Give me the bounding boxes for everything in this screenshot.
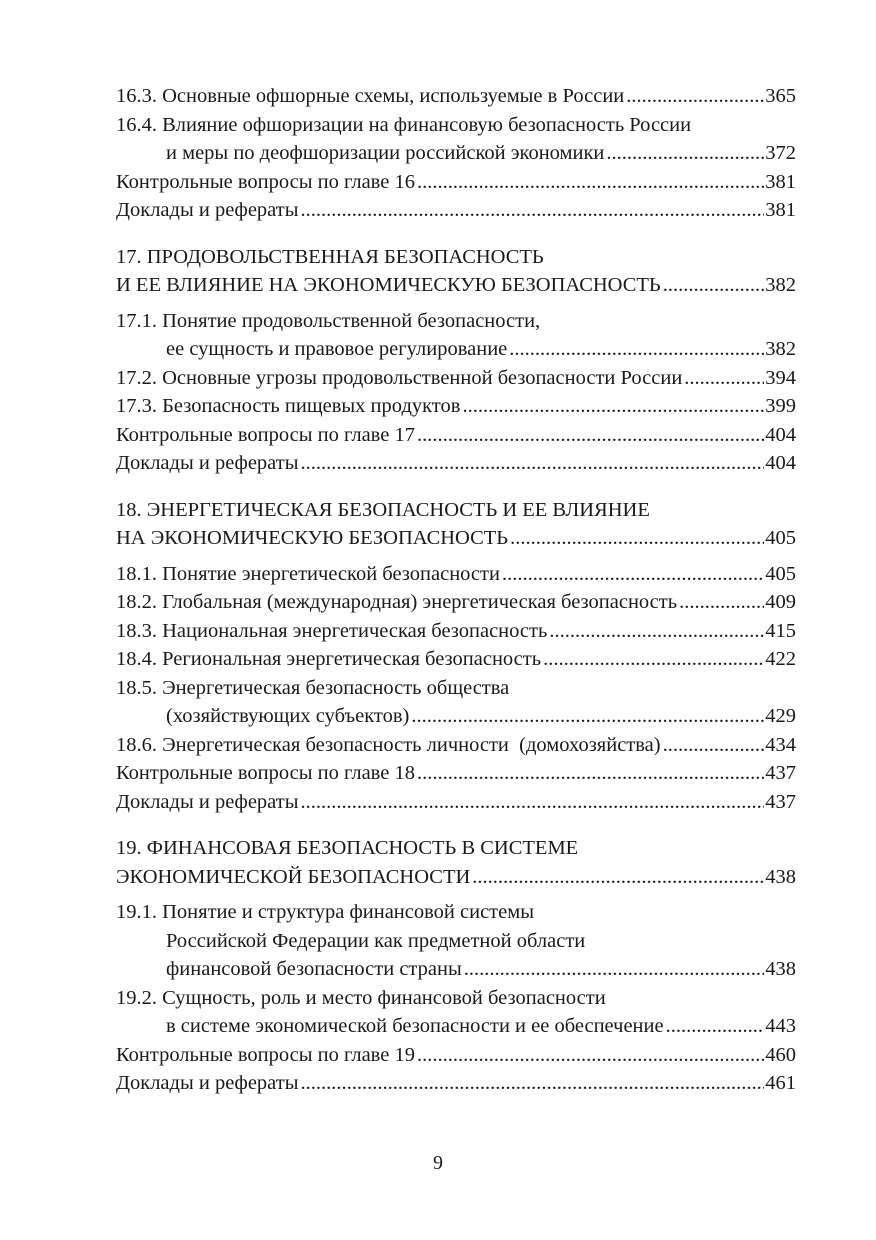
- toc-entry-title: Доклады и рефераты: [116, 790, 299, 813]
- leader-dots: [417, 1041, 764, 1070]
- toc-page-number: 438: [765, 865, 796, 888]
- toc-entry-title: Контрольные вопросы по главе 18: [116, 762, 415, 784]
- toc-page-number: 365: [765, 85, 796, 107]
- leader-dots: [510, 524, 764, 553]
- toc-entry-title: Контрольные вопросы по главе 16: [116, 170, 415, 193]
- leader-dots: [472, 863, 764, 892]
- toc-page-number: 460: [765, 1043, 796, 1066]
- toc-page-number: 394: [765, 366, 796, 389]
- toc-page-number: 437: [765, 790, 796, 813]
- toc-entry-16-4-cont: [116, 139, 796, 168]
- leader-dots: [666, 1012, 765, 1041]
- toc-page-number: 381: [765, 199, 796, 221]
- toc-entry-title: 18.5. Энергетическая безопасность общества: [116, 676, 510, 699]
- toc-entry-title: 19.1. Понятие и структура финансовой системы: [116, 901, 534, 923]
- toc-entry-17-3: [116, 392, 796, 421]
- toc-entry-title: 16.4. Влияние офшоризации на финансовую безопасность России: [116, 113, 692, 136]
- toc-page-number: 405: [765, 527, 796, 549]
- toc-entry-title: 18.3. Национальная энергетическая безопасность: [116, 619, 548, 642]
- leader-dots: [549, 617, 764, 646]
- toc-entry-19-1-cont: [116, 927, 796, 956]
- toc-page-number: 409: [765, 591, 796, 613]
- page-number: 9: [433, 1152, 443, 1174]
- toc-entry-questions-16: [116, 168, 796, 197]
- toc-entry-title: Доклады и рефераты: [116, 452, 299, 474]
- toc-entry-18-5: [116, 674, 796, 703]
- chapter-19-title-cont: [116, 863, 796, 892]
- toc-entry-17-1-cont: [116, 335, 796, 364]
- toc-entry-18-5-cont: [116, 702, 796, 731]
- toc-page-number: 437: [765, 762, 796, 784]
- toc-page-number: 382: [765, 274, 796, 296]
- toc-entry-17-2: [116, 364, 796, 393]
- toc-entry-title: и меры по деофшоризации российской экономики: [166, 142, 605, 164]
- leader-dots: [684, 364, 764, 393]
- toc-entry-18-4: [116, 645, 796, 674]
- toc-entry-title: Российской Федерации как предметной области: [166, 929, 586, 952]
- leader-dots: [462, 392, 764, 421]
- toc-entry-reports-16: [116, 196, 796, 225]
- toc-entry-title: ее сущность и правовое регулирование: [166, 338, 508, 360]
- toc-entry-questions-19: [116, 1041, 796, 1070]
- chapter-17-title-cont: [116, 271, 796, 300]
- toc-entry-title: финансовой безопасности страны: [166, 958, 462, 980]
- toc-entry-reports-17: [116, 449, 796, 478]
- toc-page-number: 429: [765, 705, 796, 727]
- toc-page-number: 372: [765, 142, 796, 164]
- toc-entry-title: 18.4. Региональная энергетическая безопасность: [116, 648, 542, 670]
- toc-entry-title: (хозяйствующих субъектов): [166, 705, 410, 727]
- leader-dots: [464, 955, 765, 984]
- toc-entry-questions-18: [116, 759, 796, 788]
- toc-entry-questions-17: [116, 421, 796, 450]
- toc-page-number: 381: [765, 170, 796, 193]
- leader-dots: [300, 788, 764, 817]
- toc-entry-19-1-cont2: [116, 955, 796, 984]
- leader-dots: [300, 196, 764, 225]
- toc-entry-19-2-cont: [116, 1012, 796, 1041]
- toc-entry-reports-19: [116, 1069, 796, 1098]
- toc-entry-18-1: [116, 560, 796, 589]
- toc-entry-title: 16.3. Основные офшорные схемы, используемые в России: [116, 85, 625, 107]
- toc-entry-16-4: [116, 111, 796, 140]
- chapter-18-title-cont: [116, 524, 796, 553]
- toc-entry-title: 18.2. Глобальная (международная) энергетическая безопасность: [116, 591, 678, 613]
- chapter-17-title: [116, 243, 796, 272]
- chapter-18-title: [116, 496, 796, 525]
- chapter-title: И ЕЕ ВЛИЯНИЕ НА ЭКОНОМИЧЕСКУЮ БЕЗОПАСНОСТЬ: [116, 274, 661, 296]
- toc-entry-title: 18.6. Энергетическая безопасность личности (домохозяйства): [116, 733, 661, 756]
- toc-entry-17-1: [116, 307, 796, 336]
- leader-dots: [300, 449, 764, 478]
- leader-dots: [502, 560, 764, 589]
- toc-entry-title: 17.2. Основные угрозы продовольственной безопасности России: [116, 366, 683, 389]
- chapter-title: НА ЭКОНОМИЧЕСКУЮ БЕЗОПАСНОСТЬ: [116, 527, 509, 549]
- toc-entry-18-2: [116, 588, 796, 617]
- chapter-title: 19. ФИНАНСОВАЯ БЕЗОПАСНОСТЬ В СИСТЕМЕ: [116, 837, 579, 859]
- toc-entry-18-6: [116, 731, 796, 760]
- leader-dots: [679, 588, 764, 617]
- toc-entry-title: в системе экономической безопасности и ее обеспечение: [166, 1015, 664, 1037]
- toc-page-number: 438: [765, 958, 796, 980]
- toc-entry-title: Контрольные вопросы по главе 19: [116, 1043, 415, 1066]
- leader-dots: [663, 731, 765, 760]
- toc-page-number: 405: [765, 562, 796, 585]
- toc-entry-title: 17.1. Понятие продовольственной безопасности,: [116, 309, 541, 332]
- chapter-title: ЭКОНОМИЧЕСКОЙ БЕЗОПАСНОСТИ: [116, 865, 471, 888]
- leader-dots: [509, 335, 764, 364]
- toc-page-number: 443: [765, 1015, 796, 1037]
- leader-dots: [626, 82, 764, 111]
- toc-entry-reports-18: [116, 788, 796, 817]
- chapter-title: 18. ЭНЕРГЕТИЧЕСКАЯ БЕЗОПАСНОСТЬ И ЕЕ ВЛИЯНИЕ: [116, 498, 650, 521]
- leader-dots: [300, 1069, 764, 1098]
- chapter-title: 17. ПРОДОВОЛЬСТВЕННАЯ БЕЗОПАСНОСТЬ: [116, 245, 544, 268]
- leader-dots: [417, 421, 764, 450]
- toc-page-number: 404: [765, 452, 796, 474]
- toc-entry-title: Доклады и рефераты: [116, 1072, 299, 1094]
- chapter-19-title: [116, 834, 796, 863]
- toc-entry-title: Контрольные вопросы по главе 17: [116, 423, 415, 446]
- toc-entry-title: 19.2. Сущность, роль и место финансовой безопасности: [116, 986, 606, 1009]
- toc-page-number: 404: [765, 423, 796, 446]
- leader-dots: [417, 759, 764, 788]
- toc-entry-16-3: [116, 82, 796, 111]
- toc-page-number: 399: [765, 395, 796, 417]
- toc-page-number: 422: [765, 648, 796, 670]
- leader-dots: [411, 702, 764, 731]
- toc-page-number: 382: [765, 338, 796, 360]
- leader-dots: [417, 168, 764, 197]
- toc-entry-title: 18.1. Понятие энергетической безопасности: [116, 562, 500, 585]
- leader-dots: [543, 645, 764, 674]
- toc-entry-19-1: [116, 898, 796, 927]
- toc-page-number: 415: [765, 619, 796, 642]
- table-of-contents: [116, 82, 796, 1098]
- toc-entry-18-3: [116, 617, 796, 646]
- toc-page-number: 434: [765, 733, 796, 756]
- toc-page-number: 461: [765, 1072, 796, 1094]
- leader-dots: [663, 271, 765, 300]
- toc-entry-title: 17.3. Безопасность пищевых продуктов: [116, 395, 461, 417]
- leader-dots: [606, 139, 764, 168]
- toc-entry-19-2: [116, 984, 796, 1013]
- toc-entry-title: Доклады и рефераты: [116, 199, 299, 221]
